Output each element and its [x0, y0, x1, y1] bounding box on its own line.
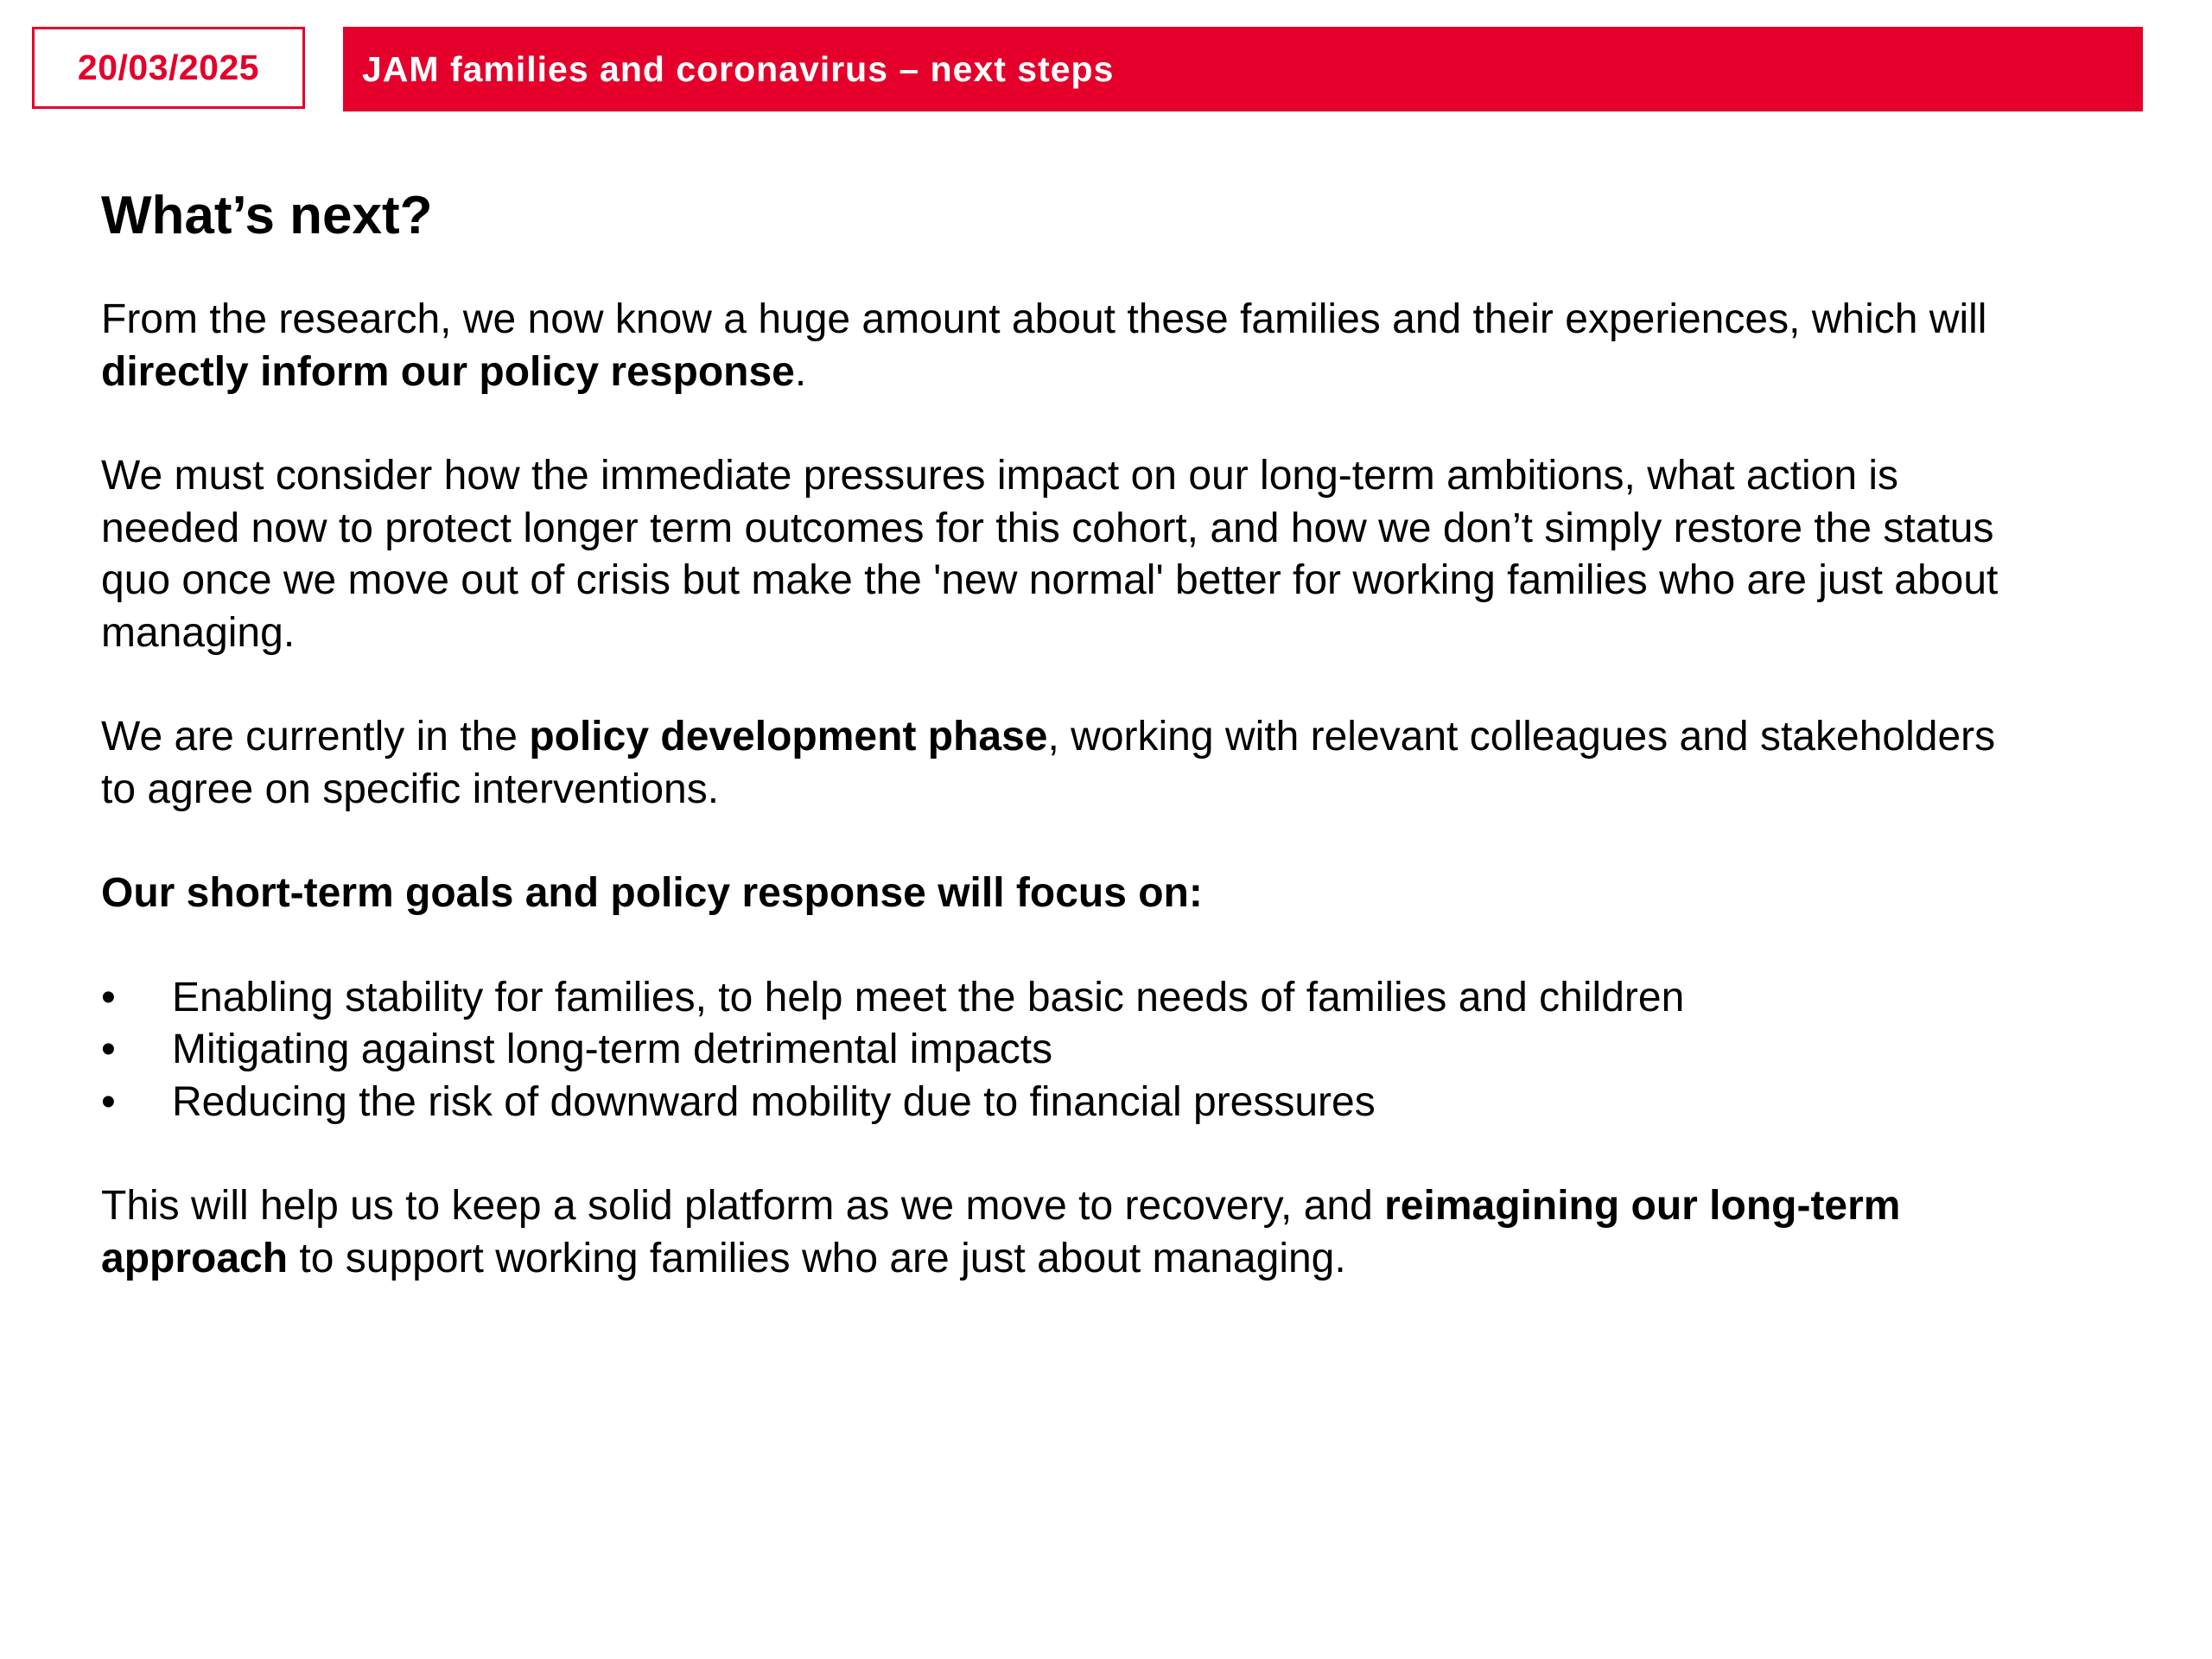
bullet-icon: •	[101, 1078, 116, 1125]
list-item-text: Enabling stability for families, to help meet the basic needs of families and children	[172, 974, 1685, 1020]
paragraph-considerations: We must consider how the immediate pressures impact on our long-term ambitions, what action is needed now to protect longer term outcomes for this cohort, and how we don’t simply restore the status quo once we move out of crisis but make the 'new normal' better for working families who are just about managing.	[101, 453, 1999, 656]
paragraph-phase	[101, 711, 2002, 816]
paragraph-phase-text: We are currently in the	[101, 714, 530, 760]
list-item-text: Reducing the risk of downward mobility due to financial pressures	[172, 1078, 1376, 1125]
paragraph-recovery-text: This will help us to keep a solid platform as we move to recovery, and	[101, 1183, 1385, 1229]
paragraph-research-end: .	[794, 348, 807, 395]
bullet-icon: •	[101, 1027, 116, 1072]
title-bar	[343, 27, 2143, 111]
focus-heading: Our short-term goals and policy response will focus on:	[101, 870, 1203, 916]
page-heading: What’s next?	[101, 186, 433, 245]
paragraph-phase-emphasis: policy development phase	[529, 714, 1048, 760]
paragraph-recovery	[101, 1180, 2002, 1285]
paragraph-recovery-emphasis: reimagining our long-term approach	[101, 1183, 1901, 1281]
list-item	[101, 1024, 2002, 1077]
list-item-text: Mitigating against long-term detrimental impacts	[172, 1027, 1053, 1072]
list-item	[101, 972, 2002, 1025]
slide-title: JAM families and coronavirus – next steps	[362, 48, 1115, 89]
goals-list	[101, 972, 2002, 1129]
bullet-icon: •	[101, 974, 116, 1020]
slide-body	[101, 177, 2002, 1285]
paragraph-recovery-end: to support working families who are just about managing.	[288, 1235, 1346, 1281]
paragraph-research	[101, 294, 2002, 398]
paragraph-research-text: From the research, we now know a huge amount about these families and their experiences, which will	[101, 296, 1987, 342]
paragraph-phase-end: , working with relevant colleagues and stakeholders to agree on specific interventions.	[101, 714, 1996, 812]
list-item	[101, 1077, 2002, 1129]
paragraph-research-emphasis: directly inform our policy response	[101, 348, 795, 395]
date-text: 20/03/2025	[77, 48, 260, 87]
date-badge	[32, 27, 305, 109]
